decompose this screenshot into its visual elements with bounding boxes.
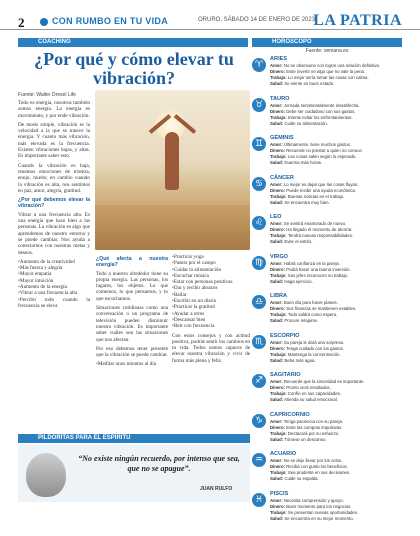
sign-dinero-label: Dinero: <box>270 385 286 390</box>
article-photo <box>95 90 250 250</box>
sign-trabajo-label: Trabajo: <box>270 114 287 120</box>
sign-amor-label: Amor: <box>270 339 283 345</box>
subheading: ¿Por qué debemos elevar la vibración? <box>18 197 90 210</box>
sign-dinero-text: Evite las compras impulsivas. <box>286 424 343 430</box>
horoscope-sign-leo <box>252 214 404 251</box>
zodiac-géminis-icon: ♊ <box>252 137 266 151</box>
horoscope-sign-sagitario <box>252 372 404 409</box>
sign-name: VIRGO <box>270 253 289 260</box>
sign-name: ARIES <box>270 56 288 62</box>
sign-salud-text: Cuide su alimentación. <box>284 120 328 126</box>
sign-dinero-label: Dinero: <box>270 345 286 351</box>
sign-dinero-label: Dinero: <box>270 503 286 509</box>
sign-name: PISCIS <box>270 490 289 497</box>
sign-salud-text: Procure relajarse. <box>284 318 319 323</box>
sign-trabajo-line <box>270 115 404 120</box>
sign-trabajo-label: Trabajo: <box>270 233 287 238</box>
sign-trabajo-line <box>270 233 404 238</box>
sign-salud-label: Salud: <box>270 318 284 323</box>
zodiac-piscis-icon: ♓ <box>252 493 266 507</box>
sign-trabajo-line <box>270 352 404 357</box>
list-item: • Escuchar música <box>172 273 250 279</box>
list-item: • Aumento de la energía <box>18 284 90 290</box>
sign-trabajo-line <box>270 194 404 199</box>
list-item: • Estar con personas positivas <box>172 279 250 285</box>
sign-salud-label: Salud: <box>270 436 284 442</box>
sign-dinero-line <box>270 425 404 430</box>
sign-amor-line <box>270 379 404 384</box>
sign-dinero-text: Debe ser cuidadoso con sus gastos. <box>286 108 356 114</box>
zodiac-tauro-icon: ♉ <box>252 98 266 112</box>
sign-dinero-label: Dinero: <box>270 148 286 153</box>
paragraph: Todo es energía, nosotros también somos energía. La energía es movimiento, y por ende vibración. <box>18 100 90 119</box>
zodiac-virgo-icon: ♍ <box>252 256 266 270</box>
sign-amor-text: Últimamente, tiene muchos gastos. <box>283 142 351 147</box>
horoscope-sign-acuario <box>252 451 404 488</box>
sign-dinero-line <box>270 464 404 469</box>
horoscope-sign-aries <box>252 56 404 93</box>
sign-salud-label: Salud: <box>270 515 284 521</box>
horoscope-section-bar: HORÓSCOPO <box>252 38 402 47</box>
sign-trabajo-text: Sus jefes reconocen su trabajo. <box>287 272 349 278</box>
sign-amor-line <box>270 182 404 187</box>
sign-name: GÉMINIS <box>270 135 294 141</box>
quote-text: “No existe ningún recuerdo, por intenso que sea, que no se apague”. <box>78 454 240 473</box>
sign-dinero-line <box>270 504 404 509</box>
sign-trabajo-text: Intente evitar los enfrentamientos. <box>287 114 353 120</box>
list-item: • Mayor intuición <box>18 278 90 284</box>
list-item: • Meditar unos minutos al día <box>96 361 168 367</box>
list-item: • Mayor empatía <box>18 271 90 277</box>
sign-amor-text: Tenga paciencia con su pareja. <box>283 418 344 424</box>
sign-dinero-line <box>270 188 404 193</box>
sign-dinero-label: Dinero: <box>270 187 286 193</box>
sign-trabajo-label: Trabajo: <box>270 430 287 436</box>
sign-amor-line <box>270 458 404 463</box>
sign-salud-label: Salud: <box>270 239 284 244</box>
sign-amor-line <box>270 419 404 424</box>
sign-dinero-line <box>270 69 404 74</box>
sand-shape <box>95 205 250 250</box>
sign-salud-label: Salud: <box>270 476 284 481</box>
paragraph: Cuando la vibración es baja, tenemos emociones de tristeza, enojo, miedo; en cambio cuando la vibración es alta, nos sentimos en paz, amor, alegría, gratitud. <box>18 162 90 194</box>
horoscope-sign-géminis <box>252 135 404 172</box>
horoscope-sign-piscis <box>252 491 404 528</box>
sign-dinero-line <box>270 148 404 153</box>
sign-salud-line <box>270 476 404 481</box>
sign-trabajo-label: Trabajo: <box>270 509 287 515</box>
sign-dinero-label: Dinero: <box>270 424 286 430</box>
sign-amor-label: Amor: <box>270 221 283 226</box>
sign-dinero-line <box>270 385 404 390</box>
sign-salud-line <box>270 121 404 126</box>
sign-salud-line <box>270 516 404 521</box>
zodiac-escorpio-icon: ♏ <box>252 335 266 349</box>
sign-amor-text: Su pareja le dará una sorpresa. <box>283 339 345 345</box>
list-item: • Pasear por el campo <box>172 260 250 266</box>
sign-amor-line <box>270 498 404 503</box>
sign-dinero-text: Tenga cuidado con los gastos. <box>286 345 344 351</box>
sign-salud-label: Salud: <box>270 397 284 402</box>
sign-amor-line <box>270 63 404 68</box>
sign-salud-line <box>270 437 404 442</box>
sign-trabajo-text: Mantenga la concentración. <box>287 351 341 357</box>
sign-dinero-text: Pronto verá resultados. <box>286 385 331 390</box>
sign-dinero-line <box>270 267 404 272</box>
paragraph: Por eso debemos tener presente que la vibración se puede cambiar. <box>96 345 168 359</box>
sign-amor-line <box>270 340 404 345</box>
sign-salud-line <box>270 279 404 284</box>
paragraph: Situaciones cotidianas como una conversación o un programa de televisión pueden disminuir nuestra vibración. Es importante saber cuáles son las situaciones que nos afectan. <box>96 305 168 343</box>
sign-amor-label: Amor: <box>270 260 283 266</box>
sign-name: ESCORPIO <box>270 332 300 339</box>
paragraph: De modo simple, vibración es la velocidad a la que se mueve la energía. Y cuanto más vibración, más elevada es la frecuencia. Existen vibraciones bajas, y altas. Es importante saber esto. <box>18 121 90 160</box>
sign-name: TAURO <box>270 95 290 102</box>
sign-dinero-text: Recuerde no prestar a quien no conoce. <box>286 148 363 153</box>
sign-trabajo-text: Todo saldrá como espera. <box>287 312 338 317</box>
list-item: • Percibir todo cuando la frecuencia se eleva <box>18 297 90 310</box>
sign-name: LEO <box>270 214 282 220</box>
sign-salud-text: Beba más agua. <box>284 357 316 363</box>
sign-trabajo-text: Destacará por su esfuerzo. <box>287 430 340 436</box>
sign-amor-label: Amor: <box>270 379 283 384</box>
sign-name: CAPRICORNIO <box>270 411 310 418</box>
sign-trabajo-text: Lo mejor sería tomar las cosas con calma. <box>287 75 369 80</box>
sign-amor-line <box>270 261 404 266</box>
section-dot-icon <box>40 18 48 26</box>
horoscope-source: Fuente: semana.es <box>305 48 349 54</box>
list-item: • Cuidar la alimentación <box>172 267 250 273</box>
sign-dinero-label: Dinero: <box>270 306 286 311</box>
sign-salud-text: Atienda su salud emocional. <box>284 397 338 402</box>
sign-dinero-text: Evite invertir en algo que no vale la pena. <box>286 69 366 74</box>
sign-trabajo-text: Las cosas salen según lo esperado. <box>287 154 357 159</box>
coaching-section-bar: COACHING <box>18 38 248 47</box>
paragraph: Con estos consejos y con actitud positiva, podrás sentir los cambios en tu vida. Todos somos capaces de elevar nuestra vibración y vivir de forma más plena y feliz. <box>172 332 250 364</box>
sign-salud-line <box>270 318 404 323</box>
sign-amor-line <box>270 300 404 305</box>
sign-trabajo-text: Se presentan nuevas oportunidades. <box>287 509 359 515</box>
sign-salud-line <box>270 81 404 86</box>
horoscope-sign-escorpio <box>252 333 404 370</box>
sign-dinero-text: Sus finanzas se mantienen estables. <box>286 306 357 311</box>
paragraph: Todo a nuestro alrededor tiene su propia energía. Las personas, los lugares, los objetos. Lo que comemos, lo que pensamos, y lo que escuchamos. <box>96 270 168 302</box>
list-item: • Practicar yoga <box>172 254 250 260</box>
sign-trabajo-line <box>270 312 404 317</box>
horoscope-sign-virgo <box>252 254 404 291</box>
sign-dinero-text: Puede recibir una ayuda económica. <box>286 187 356 193</box>
benefits-list <box>18 259 90 309</box>
quote-author: JUAN RULFO <box>200 486 233 492</box>
sign-amor-text: Jornada sentimentalmente insatisfecha. <box>283 102 360 108</box>
sign-amor-text: No se deje llevar por los celos. <box>283 458 343 463</box>
sign-amor-text: Buen día para hacer planes. <box>283 300 338 305</box>
sign-amor-text: No se obsesione con lograr una relación definitiva. <box>283 63 381 68</box>
sign-trabajo-line <box>270 154 404 159</box>
sign-trabajo-label: Trabajo: <box>270 193 287 199</box>
list-item: • Reír con frecuencia <box>172 323 250 329</box>
horoscope-sign-tauro <box>252 96 404 133</box>
zodiac-cáncer-icon: ♋ <box>252 177 266 191</box>
article-byline: Fuente: Walter Dresel Life <box>18 92 76 98</box>
sign-salud-label: Salud: <box>270 81 284 86</box>
sign-name: CÁNCER <box>270 174 294 181</box>
sign-salud-line <box>270 200 404 205</box>
list-item: • Bailar <box>172 292 250 298</box>
sign-dinero-label: Dinero: <box>270 227 286 232</box>
sign-amor-label: Amor: <box>270 418 283 424</box>
sign-dinero-text: Podrá hacer una buena inversión. <box>286 266 351 272</box>
sign-salud-text: Duerma más horas. <box>284 160 323 165</box>
tips-list <box>96 361 168 367</box>
sign-salud-line <box>270 160 404 165</box>
list-item: • Aumento de la creatividad <box>18 259 90 265</box>
sign-trabajo-label: Trabajo: <box>270 272 287 278</box>
sign-salud-text: Haga ejercicio. <box>284 278 313 284</box>
section-title: CON RUMBO EN TU VIDA <box>52 16 168 26</box>
sign-dinero-label: Dinero: <box>270 108 286 114</box>
sign-name: LIBRA <box>270 293 288 299</box>
sign-trabajo-text: Confíe en sus capacidades. <box>287 391 341 396</box>
sign-salud-text: Se encuentra muy bien. <box>284 199 330 205</box>
zodiac-capricornio-icon: ♑ <box>252 414 266 428</box>
horoscope-sign-capricornio <box>252 412 404 449</box>
sign-trabajo-label: Trabajo: <box>270 391 287 396</box>
sign-trabajo-line <box>270 431 404 436</box>
sign-trabajo-line <box>270 391 404 396</box>
zodiac-libra-icon: ♎ <box>252 295 266 309</box>
sign-trabajo-text: Sea prudente en sus decisiones. <box>287 470 351 475</box>
sign-amor-text: Habrá confianza en la pareja. <box>283 260 340 266</box>
sign-salud-text: Evite el estrés. <box>284 239 313 244</box>
article-column-2 <box>96 254 168 434</box>
sign-salud-label: Salud: <box>270 120 284 126</box>
sign-salud-label: Salud: <box>270 278 284 284</box>
sign-name: SAGITARIO <box>270 372 301 378</box>
zodiac-leo-icon: ♌ <box>252 216 266 230</box>
masthead: LA PATRIA <box>313 12 402 29</box>
sign-trabajo-line <box>270 273 404 278</box>
list-item: • Vibrar a una frecuencia alta <box>18 290 90 296</box>
sign-amor-line <box>270 142 404 147</box>
article-column-1 <box>18 100 90 430</box>
sign-dinero-line <box>270 227 404 232</box>
author-portrait <box>26 453 66 497</box>
sign-amor-line <box>270 221 404 226</box>
sign-trabajo-line <box>270 470 404 475</box>
sign-trabajo-label: Trabajo: <box>270 75 287 80</box>
sign-trabajo-label: Trabajo: <box>270 154 287 159</box>
zodiac-aries-icon: ♈ <box>252 58 266 72</box>
sign-amor-label: Amor: <box>270 458 283 463</box>
list-item: • Dar y recibir abrazos <box>172 285 250 291</box>
zodiac-acuario-icon: ♒ <box>252 453 266 467</box>
article-headline: ¿Por qué y cómo elevar tu vibración? <box>34 49 234 88</box>
sign-trabajo-text: Buenas noticias en el trabajo. <box>287 193 345 199</box>
sign-dinero-label: Dinero: <box>270 69 286 74</box>
list-item: • Más fuerza y alegría <box>18 265 90 271</box>
paragraph: Vibrar a una frecuencia alta. Es una energía que hace bien a las personas. La vibración es algo que aprendemos de nuestro entorno y se puede cambiar. Nos ayuda a conectarnos con nuestras metas y deseos. <box>18 211 90 256</box>
sign-salud-line <box>270 358 404 363</box>
tips-list <box>172 254 250 330</box>
article-column-3 <box>172 254 250 434</box>
sign-amor-line <box>270 103 404 108</box>
sign-dinero-label: Dinero: <box>270 464 286 469</box>
sign-salud-label: Salud: <box>270 357 284 363</box>
sign-salud-line <box>270 239 404 244</box>
sign-trabajo-text: Tendrá nuevas responsabilidades. <box>287 233 354 238</box>
horoscope-sign-libra <box>252 293 404 330</box>
sign-dinero-text: Ha llegado el momento de ahorrar. <box>286 227 353 232</box>
page-header <box>0 0 420 30</box>
person-figure <box>165 132 179 190</box>
list-item: • Escribir en un diario <box>172 298 250 304</box>
sign-amor-text: Lo mejor es dejar que las cosas fluyan. <box>283 181 359 187</box>
sign-salud-text: Se siente en buen estado. <box>284 81 335 86</box>
sign-salud-line <box>270 397 404 402</box>
sign-amor-label: Amor: <box>270 142 283 147</box>
page-number: 2 <box>18 15 25 30</box>
sign-trabajo-label: Trabajo: <box>270 312 287 317</box>
sign-amor-label: Amor: <box>270 102 283 108</box>
sign-dinero-line <box>270 109 404 114</box>
subheading: ¿Qué afecta a nuestra energía? <box>96 256 168 269</box>
dateline: ORURO, SÁBADO 14 DE ENERO DE 2023 <box>198 17 316 23</box>
list-item: • Descansar bien <box>172 317 250 323</box>
sign-salud-text: Tómese un descanso. <box>284 436 327 442</box>
sign-salud-text: Cuide su espalda. <box>284 476 319 481</box>
sign-amor-text: Recuerde que la sinceridad es importante. <box>283 379 365 384</box>
sign-trabajo-label: Trabajo: <box>270 470 287 475</box>
sign-name: ACUARIO <box>270 451 297 457</box>
sign-amor-text: Se sentirá enamorado de nuevo. <box>283 221 347 226</box>
sign-dinero-line <box>270 306 404 311</box>
horoscope-sign-cáncer <box>252 175 404 212</box>
sign-dinero-label: Dinero: <box>270 266 286 272</box>
sign-amor-label: Amor: <box>270 497 283 503</box>
sign-trabajo-line <box>270 510 404 515</box>
zodiac-sagitario-icon: ♐ <box>252 374 266 388</box>
sign-dinero-line <box>270 346 404 351</box>
quote-section-bar: PILDORITAS PARA EL ESPÍRITU <box>18 434 250 443</box>
list-item: • Practicar la gratitud <box>172 304 250 310</box>
sign-amor-label: Amor: <box>270 63 283 68</box>
sign-trabajo-label: Trabajo: <box>270 351 287 357</box>
sign-trabajo-line <box>270 75 404 80</box>
list-item: • Ayudar a otros <box>172 311 250 317</box>
sign-salud-text: Se encuentra en su mejor momento. <box>284 515 354 521</box>
sign-salud-label: Salud: <box>270 199 284 205</box>
sign-dinero-text: Reciba con gusto los beneficios. <box>286 464 348 469</box>
sign-dinero-text: Buen momento para los negocios. <box>286 503 352 509</box>
sign-amor-text: Necesita comprensión y apoyo. <box>283 497 344 503</box>
sign-amor-label: Amor: <box>270 181 283 187</box>
sign-salud-label: Salud: <box>270 160 284 165</box>
sign-amor-label: Amor: <box>270 300 283 305</box>
